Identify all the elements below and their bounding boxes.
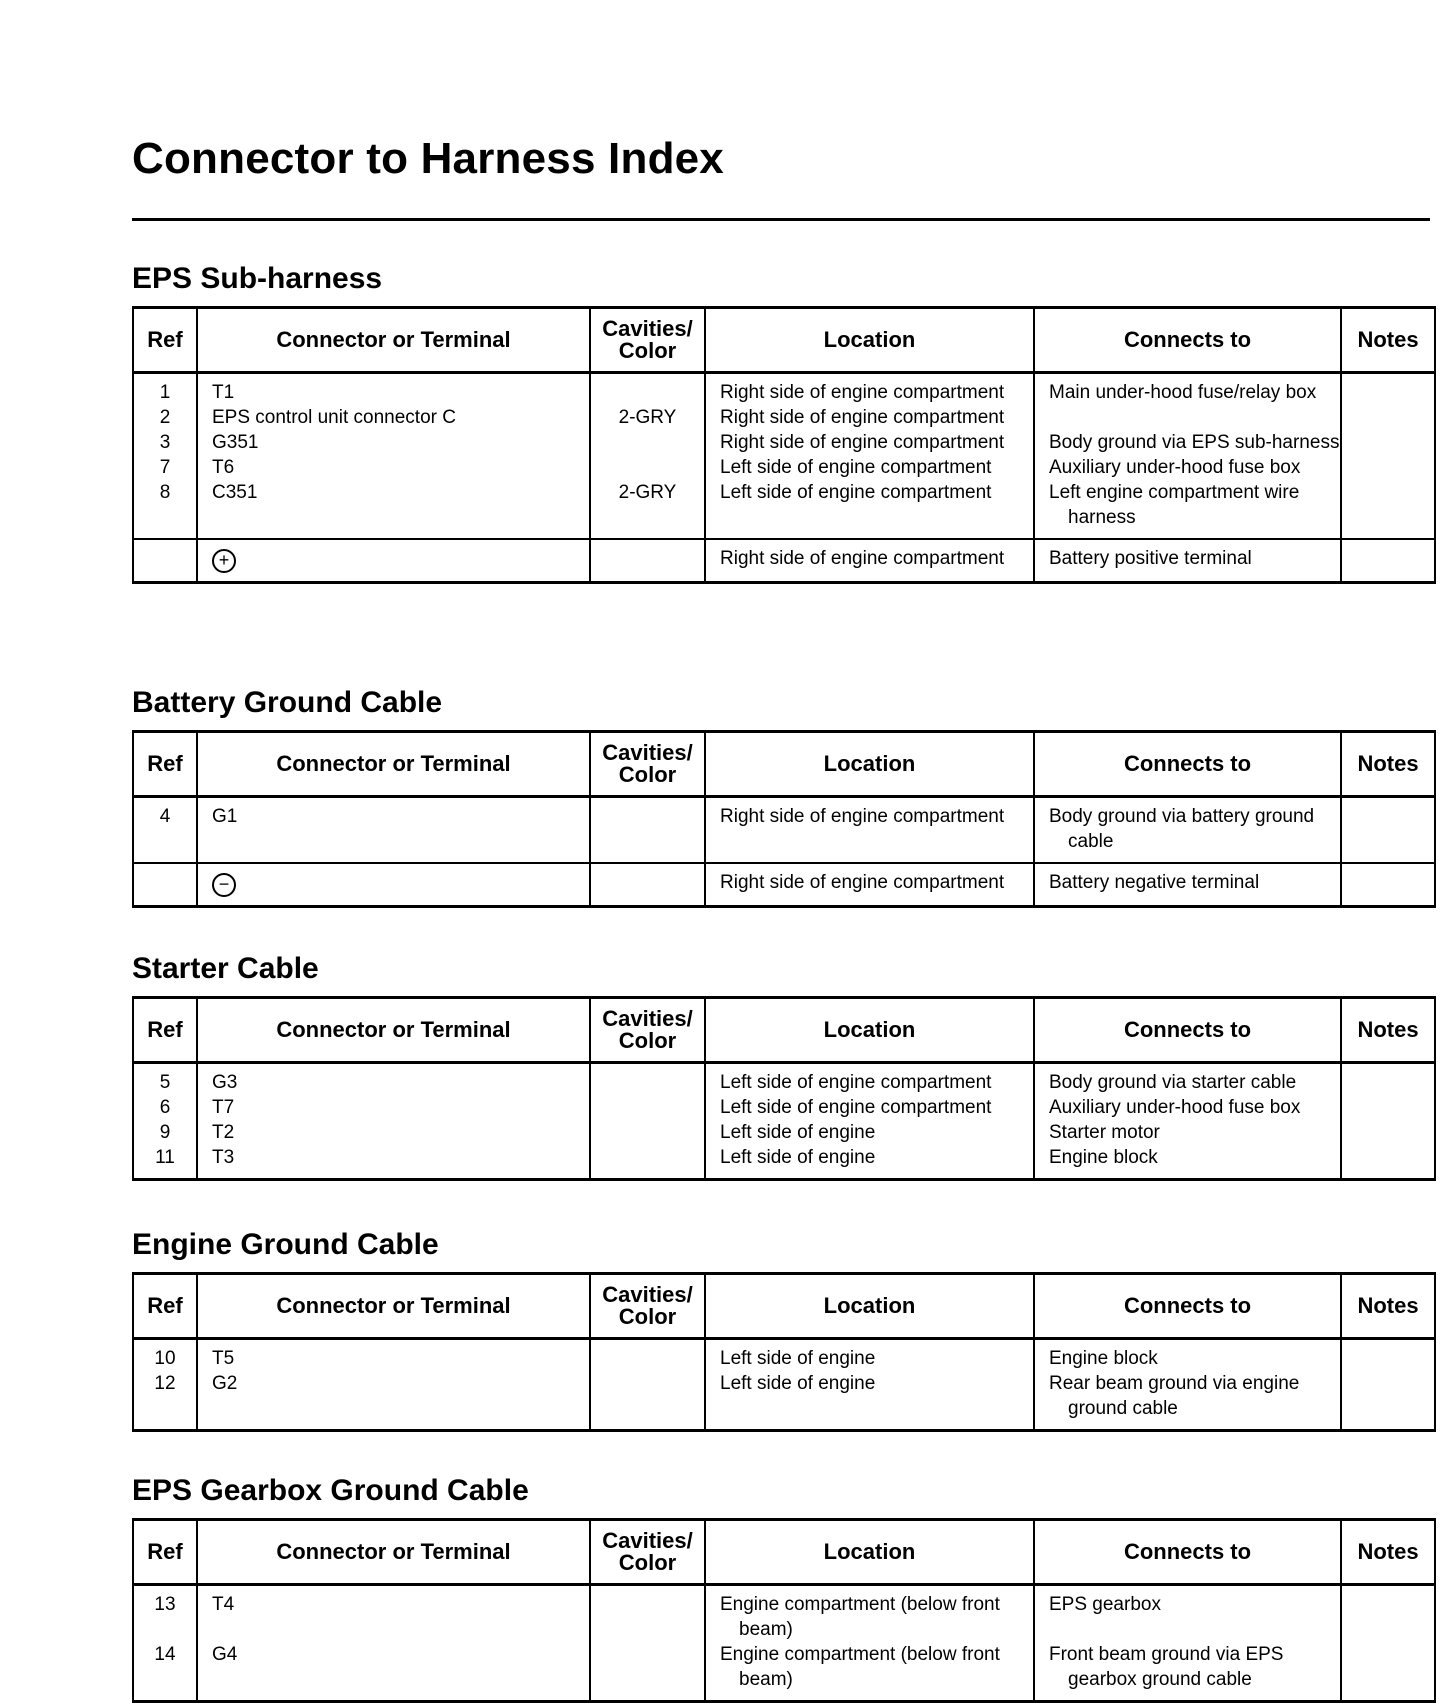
cell-connects-to <box>1034 797 1341 864</box>
battery-positive-icon: + <box>212 549 236 573</box>
cell-ref <box>133 539 197 583</box>
cell-connects-to <box>1034 430 1341 455</box>
header-connects-to: Connects to <box>1034 308 1341 373</box>
cell-notes <box>1341 455 1435 480</box>
cell-location <box>705 539 1034 583</box>
header-cavities-line2: Color <box>618 1304 677 1329</box>
cell-ref: 1 <box>133 373 197 406</box>
title-divider <box>132 218 1430 221</box>
cell-connects-to-text: Battery positive terminal <box>1049 548 1252 569</box>
cell-location-text: Right side of engine compartment <box>720 407 1005 428</box>
cell-cavities <box>590 797 705 864</box>
table-row <box>133 480 1435 539</box>
row-group <box>133 1585 1435 1702</box>
table-row <box>133 1339 1435 1372</box>
cell-location <box>705 1339 1034 1372</box>
cell-location-text: Left side of engine compartment <box>720 1072 992 1093</box>
cell-connects-to-text: Battery negative terminal <box>1049 872 1260 893</box>
header-cavities-line2: Color <box>618 338 677 363</box>
cell-connects-to <box>1034 1585 1341 1643</box>
header-location: Location <box>705 998 1034 1063</box>
header-connects-to: Connects to <box>1034 1274 1341 1339</box>
cell-connects-to <box>1034 1339 1341 1372</box>
cell-cavities <box>590 539 705 583</box>
row-group <box>133 539 1435 583</box>
table-row <box>133 1585 1435 1643</box>
header-connector: Connector or Terminal <box>197 308 590 373</box>
section-title: Battery Ground Cable <box>132 686 443 719</box>
cell-connects-to-text: Rear beam ground via engine ground cable <box>1049 1373 1300 1419</box>
header-cavities <box>590 1520 705 1585</box>
cell-location-text: Left side of engine <box>720 1373 876 1394</box>
cell-connector: G4 <box>197 1642 590 1702</box>
cell-cavities <box>590 1095 705 1120</box>
table-header-row <box>133 998 1435 1063</box>
header-cavities-line1: Cavities/ <box>602 316 693 341</box>
header-connector: Connector or Terminal <box>197 732 590 797</box>
cell-connector <box>197 863 590 907</box>
header-location: Location <box>705 1274 1034 1339</box>
cell-connects-to <box>1034 1095 1341 1120</box>
cell-location-text: Right side of engine compartment <box>720 432 1005 453</box>
index-table <box>132 1518 1436 1703</box>
row-group <box>133 373 1435 540</box>
table-header-row <box>133 1274 1435 1339</box>
header-location: Location <box>705 732 1034 797</box>
section-title: EPS Gearbox Ground Cable <box>132 1474 529 1507</box>
cell-ref: 13 <box>133 1585 197 1643</box>
page-title: Connector to Harness Index <box>132 134 724 183</box>
cell-location <box>705 480 1034 539</box>
cell-cavities <box>590 1145 705 1180</box>
cell-notes <box>1341 373 1435 406</box>
cell-cavities <box>590 1371 705 1431</box>
header-notes: Notes <box>1341 1520 1435 1585</box>
cell-connects-to <box>1034 1145 1341 1180</box>
header-location: Location <box>705 308 1034 373</box>
index-table <box>132 730 1436 908</box>
cell-connector: G351 <box>197 430 590 455</box>
header-notes: Notes <box>1341 308 1435 373</box>
cell-ref: 12 <box>133 1371 197 1431</box>
table-row <box>133 1095 1435 1120</box>
cell-notes <box>1341 1371 1435 1431</box>
header-cavities <box>590 998 705 1063</box>
cell-location <box>705 373 1034 406</box>
cell-notes <box>1341 405 1435 430</box>
index-table <box>132 996 1436 1181</box>
cell-ref: 11 <box>133 1145 197 1180</box>
cell-location <box>705 1120 1034 1145</box>
cell-ref: 5 <box>133 1063 197 1096</box>
battery-negative-icon: − <box>212 873 236 897</box>
cell-cavities <box>590 1063 705 1096</box>
cell-connects-to <box>1034 373 1341 406</box>
cell-cavities <box>590 1339 705 1372</box>
header-notes: Notes <box>1341 732 1435 797</box>
header-connects-to: Connects to <box>1034 998 1341 1063</box>
row-group <box>133 1339 1435 1431</box>
cell-location-text: Left side of engine compartment <box>720 1097 992 1118</box>
cell-ref: 8 <box>133 480 197 539</box>
header-location: Location <box>705 1520 1034 1585</box>
table-header-row <box>133 732 1435 797</box>
section-title: EPS Sub-harness <box>132 262 383 295</box>
cell-connector: T4 <box>197 1585 590 1643</box>
header-cavities-line2: Color <box>618 762 677 787</box>
section-title: Engine Ground Cable <box>132 1228 439 1261</box>
cell-connects-to-text: EPS gearbox <box>1049 1594 1161 1615</box>
header-cavities-line1: Cavities/ <box>602 1006 693 1031</box>
header-cavities <box>590 732 705 797</box>
table-header-row <box>133 1520 1435 1585</box>
cell-connector <box>197 539 590 583</box>
table-row <box>133 405 1435 430</box>
row-group <box>133 797 1435 864</box>
cell-location <box>705 797 1034 864</box>
cell-connects-to-text: Auxiliary under-hood fuse box <box>1049 1097 1301 1118</box>
cell-cavities <box>590 455 705 480</box>
cell-ref: 7 <box>133 455 197 480</box>
cell-location <box>705 1642 1034 1702</box>
table-row <box>133 1063 1435 1096</box>
header-ref: Ref <box>133 732 197 797</box>
cell-connects-to-text: Front beam ground via EPS gearbox ground cable <box>1049 1644 1284 1690</box>
cell-location <box>705 863 1034 907</box>
header-cavities-line1: Cavities/ <box>602 1528 693 1553</box>
cell-connects-to <box>1034 480 1341 539</box>
cell-ref: 10 <box>133 1339 197 1372</box>
header-cavities-line1: Cavities/ <box>602 1282 693 1307</box>
cell-cavities <box>590 430 705 455</box>
cell-connector: C351 <box>197 480 590 539</box>
header-connects-to: Connects to <box>1034 1520 1341 1585</box>
cell-ref: 9 <box>133 1120 197 1145</box>
cell-notes <box>1341 1339 1435 1372</box>
cell-cavities <box>590 373 705 406</box>
cell-connector: G2 <box>197 1371 590 1431</box>
table-row <box>133 797 1435 864</box>
header-cavities <box>590 1274 705 1339</box>
table-row <box>133 539 1435 583</box>
header-ref: Ref <box>133 1520 197 1585</box>
cell-cavities <box>590 1642 705 1702</box>
header-connector: Connector or Terminal <box>197 1274 590 1339</box>
header-connects-to: Connects to <box>1034 732 1341 797</box>
header-ref: Ref <box>133 1274 197 1339</box>
cell-ref: 4 <box>133 797 197 864</box>
cell-ref: 3 <box>133 430 197 455</box>
cell-notes <box>1341 1585 1435 1643</box>
cell-location <box>705 1371 1034 1431</box>
cell-location-text: Left side of engine <box>720 1348 876 1369</box>
cell-connects-to <box>1034 1642 1341 1702</box>
cell-notes <box>1341 539 1435 583</box>
cell-notes <box>1341 1642 1435 1702</box>
cell-location-text: Left side of engine <box>720 1122 876 1143</box>
cell-cavities <box>590 1120 705 1145</box>
table-header-row <box>133 308 1435 373</box>
cell-connects-to-text: Starter motor <box>1049 1122 1160 1143</box>
cell-location-text: Left side of engine compartment <box>720 482 992 503</box>
cell-connector: T6 <box>197 455 590 480</box>
cell-location-text: Engine compartment (below front beam) <box>720 1644 1000 1690</box>
cell-ref: 6 <box>133 1095 197 1120</box>
cell-connects-to-text: Body ground via EPS sub-harness <box>1049 432 1340 453</box>
cell-connects-to-text: Auxiliary under-hood fuse box <box>1049 457 1301 478</box>
cell-notes <box>1341 1095 1435 1120</box>
header-cavities-line2: Color <box>618 1028 677 1053</box>
cell-cavities: 2-GRY <box>590 480 705 539</box>
cell-connects-to-text: Main under-hood fuse/relay box <box>1049 382 1317 403</box>
header-cavities-line2: Color <box>618 1550 677 1575</box>
cell-connector: T5 <box>197 1339 590 1372</box>
cell-notes <box>1341 430 1435 455</box>
table-row <box>133 430 1435 455</box>
cell-notes <box>1341 1063 1435 1096</box>
cell-location <box>705 1145 1034 1180</box>
cell-ref: 2 <box>133 405 197 430</box>
cell-location <box>705 430 1034 455</box>
cell-location <box>705 1585 1034 1643</box>
cell-location <box>705 405 1034 430</box>
cell-location-text: Right side of engine compartment <box>720 806 1005 827</box>
cell-connector: EPS control unit connector C <box>197 405 590 430</box>
cell-connector: G3 <box>197 1063 590 1096</box>
cell-notes <box>1341 480 1435 539</box>
table-row <box>133 863 1435 907</box>
header-notes: Notes <box>1341 1274 1435 1339</box>
cell-location-text: Left side of engine compartment <box>720 457 992 478</box>
cell-connects-to <box>1034 1120 1341 1145</box>
cell-ref: 14 <box>133 1642 197 1702</box>
header-cavities-line1: Cavities/ <box>602 740 693 765</box>
header-notes: Notes <box>1341 998 1435 1063</box>
table-row <box>133 373 1435 406</box>
cell-connects-to-text: Engine block <box>1049 1147 1158 1168</box>
cell-connector: T1 <box>197 373 590 406</box>
header-cavities <box>590 308 705 373</box>
cell-connector: T2 <box>197 1120 590 1145</box>
cell-connects-to-text: Body ground via battery ground cable <box>1049 806 1315 852</box>
cell-location-text: Left side of engine <box>720 1147 876 1168</box>
cell-connects-to <box>1034 405 1341 430</box>
cell-connects-to <box>1034 455 1341 480</box>
cell-connects-to-text: Body ground via starter cable <box>1049 1072 1297 1093</box>
index-table <box>132 1272 1436 1432</box>
cell-notes <box>1341 1120 1435 1145</box>
cell-notes <box>1341 863 1435 907</box>
cell-location <box>705 1095 1034 1120</box>
cell-cavities <box>590 863 705 907</box>
row-group <box>133 863 1435 907</box>
table-row <box>133 1120 1435 1145</box>
table-row <box>133 1371 1435 1431</box>
cell-cavities <box>590 1585 705 1643</box>
header-connector: Connector or Terminal <box>197 998 590 1063</box>
cell-cavities: 2-GRY <box>590 405 705 430</box>
table-row <box>133 455 1435 480</box>
cell-location-text: Right side of engine compartment <box>720 872 1005 893</box>
cell-location <box>705 455 1034 480</box>
cell-location-text: Engine compartment (below front beam) <box>720 1594 1000 1640</box>
cell-ref <box>133 863 197 907</box>
row-group <box>133 1063 1435 1180</box>
cell-connector: T7 <box>197 1095 590 1120</box>
table-row <box>133 1642 1435 1702</box>
header-ref: Ref <box>133 998 197 1063</box>
header-connector: Connector or Terminal <box>197 1520 590 1585</box>
cell-connects-to <box>1034 539 1341 583</box>
cell-connector: T3 <box>197 1145 590 1180</box>
cell-connects-to-text: Left engine compartment wire harness <box>1049 482 1300 528</box>
cell-connector: G1 <box>197 797 590 864</box>
cell-notes <box>1341 797 1435 864</box>
header-ref: Ref <box>133 308 197 373</box>
cell-connects-to <box>1034 1063 1341 1096</box>
cell-connects-to <box>1034 1371 1341 1431</box>
index-table <box>132 306 1436 584</box>
section-title: Starter Cable <box>132 952 319 985</box>
table-row <box>133 1145 1435 1180</box>
cell-location-text: Right side of engine compartment <box>720 382 1005 403</box>
cell-location-text: Right side of engine compartment <box>720 548 1005 569</box>
cell-connects-to-text: Engine block <box>1049 1348 1158 1369</box>
cell-location <box>705 1063 1034 1096</box>
cell-connects-to <box>1034 863 1341 907</box>
cell-notes <box>1341 1145 1435 1180</box>
